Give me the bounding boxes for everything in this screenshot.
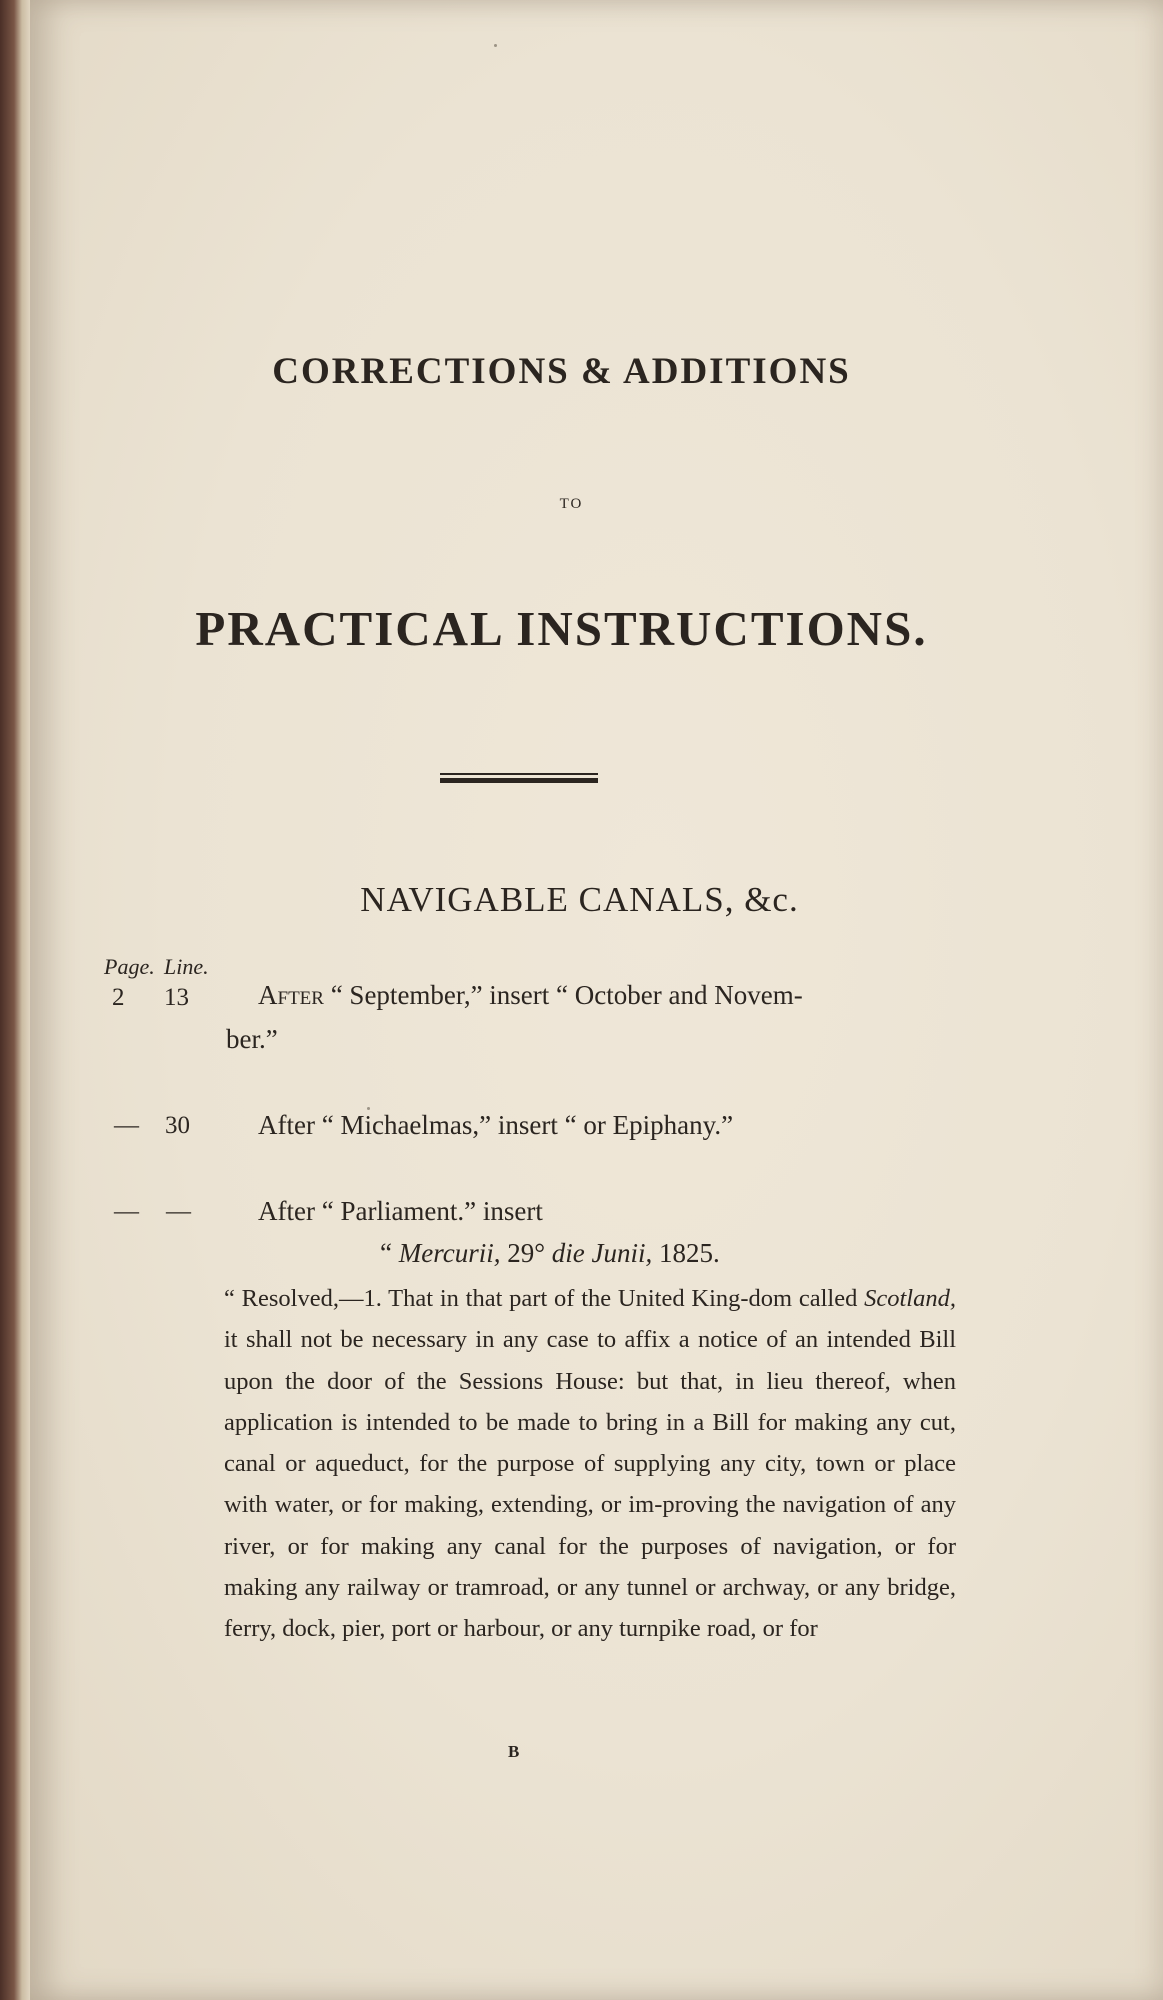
dated-mercurii: Mercurii, <box>398 1238 501 1268</box>
entry-text <box>258 980 803 1011</box>
paper-speck <box>494 44 497 47</box>
section-heading: NAVIGABLE CANALS, &c. <box>360 880 799 919</box>
book-spine-edge <box>0 0 30 2000</box>
dated-year: 1825. <box>652 1238 720 1268</box>
resolution-scotland: Scotland, <box>864 1285 956 1312</box>
title-connector: TO <box>559 496 584 512</box>
double-rule-divider <box>440 773 598 783</box>
entry-text-rest: “ September,” insert “ October and Novem- <box>323 980 803 1010</box>
entry-page-dash: — <box>114 1112 139 1139</box>
entry-text: After “ Michaelmas,” insert “ or Epiphany.” <box>258 1110 734 1140</box>
entry-page-dash: — <box>114 1198 139 1225</box>
entry-text-continuation: ber.” <box>226 1024 278 1054</box>
dated-day: 29° <box>500 1238 552 1268</box>
entry-line-number: 30 <box>165 1112 190 1139</box>
dated-line <box>380 1238 720 1269</box>
entry-page-number: 2 <box>112 984 125 1011</box>
resolution-part-2: it shall not be necessary in any case to affix a notice of an intended Bill upon the door of the Sessions House: but that, in lieu thereof, when application is intended to be made to bring in a Bill for making any cut, canal or aqueduct, for the purpose of supplying any city, town or place with water, or for making, extending, or im-proving the navigation of any river, or for making any canal for the purposes of navigation, or for making any railway or tramroad, or any tunnel or archway, or any bridge, ferry, dock, pier, port or harbour, or any turnpike road, or for <box>224 1326 956 1643</box>
entry-line-dash: — <box>166 1198 191 1225</box>
rule-thick <box>440 778 598 783</box>
rule-thin <box>440 773 598 775</box>
column-header-page: Page. <box>104 954 155 979</box>
dated-open-quote: “ <box>380 1238 399 1268</box>
entry-lead-word: After <box>258 980 324 1010</box>
resolution-part-1: “ Resolved,—1. That in that part of the United King-dom called <box>224 1285 865 1312</box>
signature-mark: B <box>508 1742 520 1761</box>
dated-die-junii: die Junii, <box>551 1238 653 1268</box>
column-header-line: Line. <box>164 954 209 979</box>
entry-text: After “ Parliament.” insert <box>258 1196 543 1226</box>
title-subtitle: PRACTICAL INSTRUCTIONS. <box>195 601 928 656</box>
resolution-paragraph <box>224 1278 956 1650</box>
title-main: CORRECTIONS & ADDITIONS <box>272 351 851 392</box>
entry-line-number: 13 <box>164 984 189 1011</box>
